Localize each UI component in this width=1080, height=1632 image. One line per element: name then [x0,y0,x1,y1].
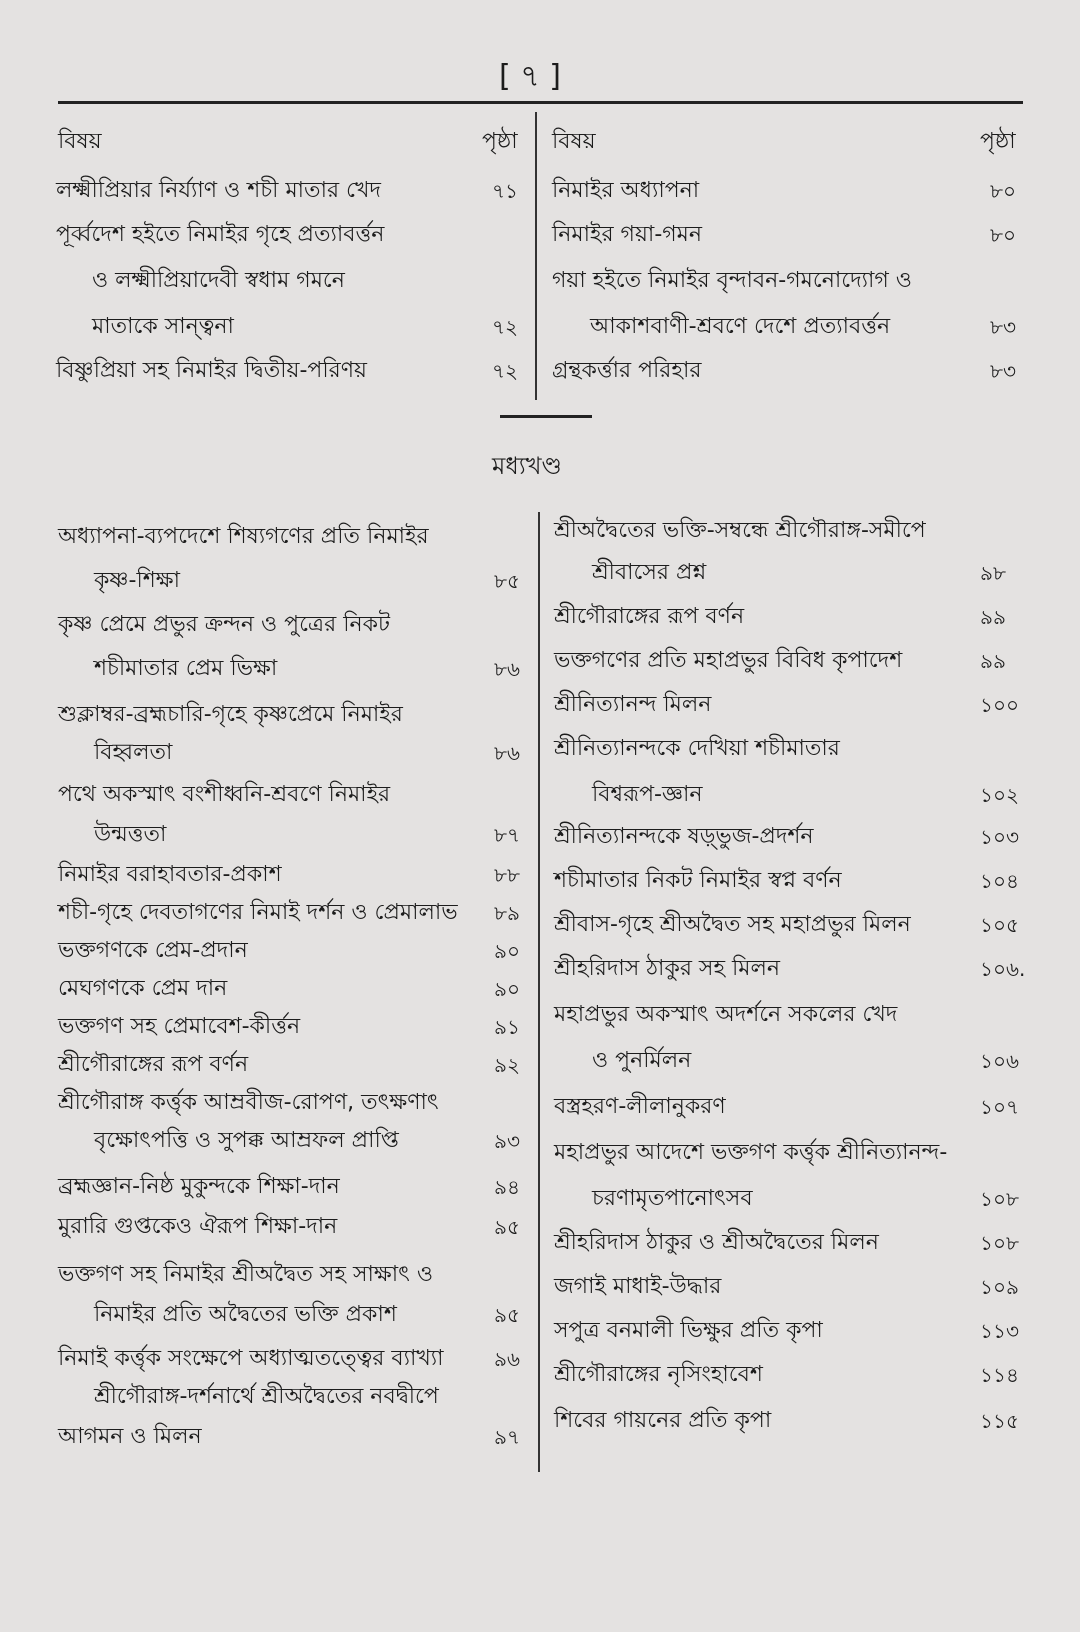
entry-text: মহাপ্রভুর অকস্মাৎ অদর্শনে সকলের খেদ [554,1002,898,1027]
section-title: মধ্যখণ্ড [492,452,562,480]
entry-text: বিষ্ণুপ্রিয়া সহ নিমাইর দ্বিতীয়-পরিণয় [56,358,367,383]
entry-page-number: ১১৫ [980,1409,1019,1433]
entry-text: বিশ্বরূপ-জ্ঞান [592,782,703,807]
entry-page-number: ৭১ [492,179,518,203]
entry-text: মুরারি গুপ্তকেও ঐরূপ শিক্ষা-দান [58,1214,338,1239]
entry-page-number: ৯৮ [980,561,1006,585]
entry-text: শ্রীগৌরাঙ্গ-দর্শনার্থে শ্রীঅদ্বৈতের নবদ্বীপে [94,1384,439,1409]
entry-text: বস্ত্রহরণ-লীলানুকরণ [554,1094,726,1119]
entry-text: ও লক্ষ্মীপ্রিয়াদেবী স্বধাম গমনে [92,268,345,293]
entry-page-number: ১১৩ [980,1319,1019,1343]
entry-page-number: ৮৬ [494,657,520,681]
entry-page-number: ৯০ [494,977,520,1001]
entry-page-number: ৯৪ [494,1175,520,1199]
entry-text: কৃষ্ণ-শিক্ষা [94,568,180,593]
entry-text: শিবের গায়নের প্রতি কৃপা [554,1408,772,1433]
entry-page-number: ৮৩ [990,359,1016,383]
entry-text: গ্রন্থকর্ত্তার পরিহার [552,358,702,383]
section-rule [500,415,592,418]
entry-page-number: ১০৫ [980,913,1019,937]
entry-text: শ্রীনিত্যানন্দকে ষড়্ভুজ-প্রদর্শন [554,824,814,849]
entry-text: নিমাইর বরাহাবতার-প্রকাশ [58,862,282,887]
entry-text: নিমাই কর্ত্তৃক সংক্ষেপে অধ্যাত্মতত্ত্বের ব্যাখ্যা [58,1346,444,1371]
entry-text: শুক্লাম্বর-ব্রহ্মচারি-গৃহে কৃষ্ণপ্রেমে নিমাইর [58,702,403,727]
entry-page-number: ৯২ [494,1053,520,1077]
entry-page-number: ৯৩ [494,1129,520,1153]
entry-text: পথে অকস্মাৎ বংশীধ্বনি-শ্রবণে নিমাইর [58,782,391,807]
entry-page-number: ৯৬ [494,1347,520,1371]
entry-text: ভক্তগণের প্রতি মহাপ্রভুর বিবিধ কৃপাদেশ [554,648,903,673]
entry-page-number: ৮০ [990,223,1016,247]
entry-text: শ্রীনিত্যানন্দ মিলন [554,692,712,717]
page-number: [ ৭ ] [499,59,561,94]
entry-page-number: ৯০ [494,939,520,963]
entry-page-number: ৯৯ [980,605,1006,629]
entry-text: ভক্তগণ সহ প্রেমাবেশ-কীর্ত্তন [58,1014,301,1039]
entry-text: শ্রীগৌরাঙ্গ কর্ত্তৃক আম্রবীজ-রোপণ, তৎক্ষণাৎ [58,1090,439,1115]
entry-page-number: ৮৫ [494,569,520,593]
entry-text: বৃক্ষোৎপত্তি ও সুপক্ক আম্রফল প্রাপ্তি [94,1128,399,1153]
entry-text: উন্মত্ততা [94,822,167,847]
entry-page-number: ১০৬ [980,1049,1019,1073]
entry-page-number: ১০৯ [980,1275,1019,1299]
entry-page-number: ৮৮ [494,863,520,887]
header-rule [58,101,1023,104]
entry-page-number: ১০৬. [980,957,1026,981]
entry-text: গয়া হইতে নিমাইর বৃন্দাবন-গমনোদ্যোগ ও [552,268,912,293]
entry-text: মাতাকে সান্ত্বনা [92,314,234,339]
entry-text: ভক্তগণ সহ নিমাইর শ্রীঅদ্বৈত সহ সাক্ষাৎ ও [58,1262,434,1287]
entry-page-number: ৯১ [494,1015,520,1039]
entry-text: শ্রীবাস-গৃহে শ্রীঅদ্বৈত সহ মহাপ্রভুর মিলন [554,912,911,937]
column-divider-top [535,112,537,400]
entry-text: ও পুনর্মিলন [592,1048,692,1073]
left-subject-header: বিষয় [58,129,102,154]
entry-page-number: ৯৫ [494,1303,520,1327]
entry-text: সপুত্র বনমালী ভিক্ষুর প্রতি কৃপা [554,1318,823,1343]
entry-page-number: ১০৪ [980,869,1019,893]
entry-text: ব্রহ্মজ্ঞান-নিষ্ঠ মুকুন্দকে শিক্ষা-দান [58,1174,340,1199]
entry-text: মেঘগণকে প্রেম দান [58,976,228,1001]
right-subject-header: বিষয় [552,129,596,154]
entry-text: নিমাইর অধ্যাপনা [552,178,700,203]
entry-page-number: ১০৮ [980,1187,1019,1211]
entry-page-number: ১০৭ [980,1095,1019,1119]
entry-page-number: ১০০ [980,693,1019,717]
right-page-header: পৃষ্ঠা [980,129,1016,154]
entry-text: লক্ষ্মীপ্রিয়ার নির্য্যাণ ও শচী মাতার খেদ [56,178,381,203]
entry-page-number: ১০২ [980,783,1019,807]
entry-page-number: ৮৩ [990,315,1016,339]
entry-text: অধ্যাপনা-ব্যপদেশে শিষ্যগণের প্রতি নিমাইর [58,524,429,549]
entry-page-number: ৭২ [492,359,519,383]
entry-text: শ্রীঅদ্বৈতের ভক্তি-সম্বন্ধে শ্রীগৌরাঙ্গ-সমীপে [554,518,926,543]
entry-page-number: ১০৮ [980,1231,1019,1255]
entry-text: আগমন ও মিলন [58,1424,202,1449]
entry-text: শচী-গৃহে দেবতাগণের নিমাই দর্শন ও প্রেমালাভ [58,900,458,925]
entry-text: জগাই মাধাই-উদ্ধার [554,1274,722,1299]
entry-text: আকাশবাণী-শ্রবণে দেশে প্রত্যাবর্ত্তন [590,314,891,339]
entry-page-number: ৮৯ [494,901,520,925]
entry-text: নিমাইর প্রতি অদ্বৈতের ভক্তি প্রকাশ [94,1302,397,1327]
entry-text: চরণামৃতপানোৎসব [592,1186,753,1211]
entry-page-number: ৭২ [492,315,519,339]
entry-page-number: ৯৫ [494,1215,520,1239]
entry-text: শ্রীহরিদাস ঠাকুর ও শ্রীঅদ্বৈতের মিলন [554,1230,879,1255]
entry-text: বিহ্বলতা [94,740,173,765]
left-page-header: পৃষ্ঠা [482,129,518,154]
entry-page-number: ১১৪ [980,1363,1019,1387]
entry-page-number: ৮০ [990,179,1016,203]
entry-page-number: ৯৯ [980,649,1006,673]
entry-text: শ্রীহরিদাস ঠাকুর সহ মিলন [554,956,781,981]
entry-text: পূর্ব্বদেশ হইতে নিমাইর গৃহে প্রত্যাবর্ত্তন [56,222,385,247]
entry-text: শ্রীনিত্যানন্দকে দেখিয়া শচীমাতার [554,736,840,761]
entry-text: শ্রীবাসের প্রশ্ন [592,560,707,585]
entry-text: শচীমাতার নিকট নিমাইর স্বপ্ন বর্ণন [554,868,842,893]
entry-page-number: ৯৭ [494,1425,520,1449]
entry-text: নিমাইর গয়া-গমন [552,222,703,247]
entry-text: ভক্তগণকে প্রেম-প্রদান [58,938,248,963]
entry-page-number: ৮৬ [494,741,520,765]
entry-text: মহাপ্রভুর আদেশে ভক্তগণ কর্ত্তৃক শ্রীনিত্যানন্দ- [554,1140,948,1165]
entry-text: শচীমাতার প্রেম ভিক্ষা [94,656,278,681]
entry-text: কৃষ্ণ প্রেমে প্রভুর ক্রন্দন ও পুত্রের নিকট [58,612,390,637]
entry-text: শ্রীগৌরাঙ্গের রূপ বর্ণন [554,604,745,629]
entry-text: শ্রীগৌরাঙ্গের রূপ বর্ণন [58,1052,249,1077]
entry-page-number: ১০৩ [980,825,1019,849]
entry-text: শ্রীগৌরাঙ্গের নৃসিংহাবেশ [554,1362,763,1387]
entry-page-number: ৮৭ [494,823,520,847]
column-divider-bottom [538,512,540,1472]
